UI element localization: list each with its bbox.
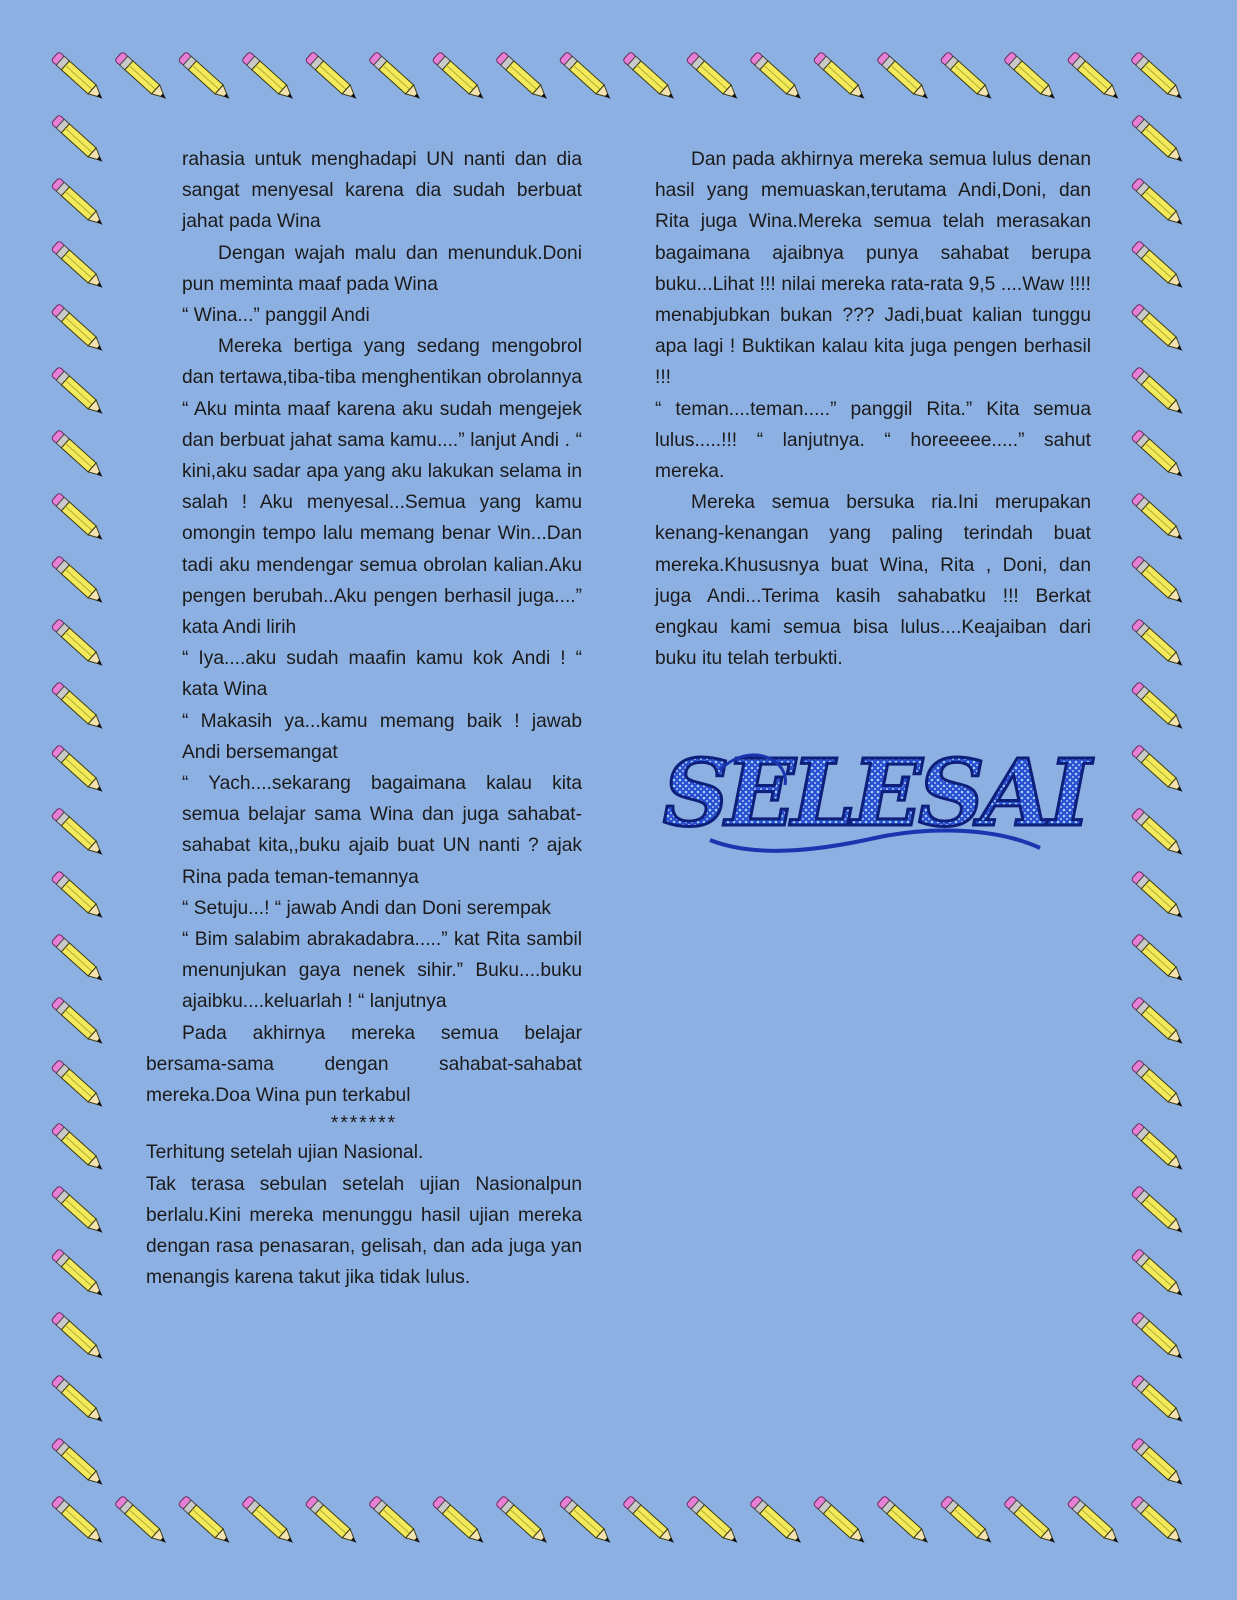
pencil-icon [51,1186,107,1238]
pencil-icon [51,1312,107,1364]
pencil-icon [1131,934,1187,986]
pencil-icon [51,304,107,356]
pencil-icon [1131,1249,1187,1301]
paragraph: “ Wina...” panggil Andi [182,305,370,327]
pencil-icon [876,52,932,104]
pencil-icon [51,52,107,104]
pencil-icon [51,1438,107,1490]
pencil-icon [178,1496,234,1548]
paragraph: Tak terasa sebulan setelah ujian Nasionalpun berlalu.Kini mereka menunggu hasil ujian mereka dengan rasa penasaran, gelisah, dan ada juga yan menangis karena takut jika tidak lulus. [146,1173,582,1289]
pencil-icon [51,1375,107,1427]
pencil-icon [1131,1123,1187,1175]
pencil-icon [622,52,678,104]
paragraph: Pada akhirnya mereka semua belajar bersama-sama dengan sahabat-sahabat mereka.Doa Wina pun terkabul [146,1022,582,1107]
pencil-icon [432,52,488,104]
pencil-icon [749,1496,805,1548]
pencil-icon [1131,241,1187,293]
selesai-word-art [662,730,1088,870]
pencil-icon [51,808,107,860]
pencil-icon [1067,1496,1123,1548]
pencil-icon [1130,1496,1186,1548]
pencil-icon [368,1496,424,1548]
pencil-icon [51,178,107,230]
pencil-icon [1131,115,1187,167]
paragraph: “ Makasih ya...kamu memang baik ! jawab Andi bersemangat [182,710,582,763]
paragraph: Dengan wajah malu dan menunduk.Doni pun meminta maaf pada Wina [182,242,582,295]
pencil-icon [241,52,297,104]
pencil-icon [51,934,107,986]
pencil-icon [51,430,107,482]
pencil-icon [1131,1312,1187,1364]
pencil-icon [1067,52,1123,104]
pencil-icon [1130,52,1186,104]
pencil-icon [940,1496,996,1548]
pencil-icon [686,1496,742,1548]
pencil-icon [114,52,170,104]
paragraph: rahasia untuk menghadapi UN nanti dan dia sangat menyesal karena dia sudah berbuat jahat pada Wina [182,149,582,233]
pencil-icon [1003,52,1059,104]
pencil-icon [1131,304,1187,356]
pencil-icon [749,52,805,104]
pencil-icon [51,619,107,671]
pencil-icon [559,1496,615,1548]
pencil-icon [813,1496,869,1548]
pencil-icon [876,1496,932,1548]
pencil-icon [813,52,869,104]
paragraph: Mereka bertiga yang sedang mengobrol dan tertawa,tiba-tiba menghentikan obrolannya [182,336,583,389]
pencil-icon [1131,808,1187,860]
pencil-icon [1131,745,1187,797]
pencil-icon [51,367,107,419]
paragraph: Terhitung setelah ujian Nasional. [146,1142,424,1164]
pencil-icon [686,52,742,104]
paragraph: “ Bim salabim abrakadabra.....” kat Rita sambil menunjukan gaya nenek sihir.” Buku....buku ajaibku....keluarlah ! “ lanjutnya [182,929,582,1013]
pencil-icon [1131,871,1187,923]
pencil-icon [1131,178,1187,230]
pencil-icon [368,52,424,104]
pencil-icon [51,1060,107,1112]
paragraph: “ Iya....aku sudah maafin kamu kok Andi ! “ kata Wina [182,648,582,701]
pencil-icon [432,1496,488,1548]
pencil-icon [51,493,107,545]
pencil-icon [1131,619,1187,671]
pencil-icon [51,1496,107,1548]
pencil-icon [1003,1496,1059,1548]
pencil-icon [1131,493,1187,545]
paragraph: “ Setuju...! “ jawab Andi dan Doni serempak [182,897,552,919]
pencil-icon [1131,1186,1187,1238]
pencil-icon [51,115,107,167]
pencil-icon [1131,1060,1187,1112]
pencil-icon [1131,1375,1187,1427]
pencil-icon [305,1496,361,1548]
section-separator: ******* [330,1113,398,1135]
pencil-icon [622,1496,678,1548]
pencil-icon [51,682,107,734]
pencil-icon [495,52,551,104]
left-column [146,144,582,1293]
paragraph: “ teman....teman.....” panggil Rita.” Kita semua lulus.....!!! “ lanjutnya. “ horeeeee.....” sahut mereka. [655,398,1091,483]
pencil-icon [114,1496,170,1548]
pencil-icon [559,52,615,104]
selesai-title: SELESAI [662,739,1088,847]
pencil-icon [51,997,107,1049]
pencil-icon [51,241,107,293]
pencil-icon [241,1496,297,1548]
paragraph: “ Yach....sekarang bagaimana kalau kita semua belajar sama Wina dan juga sahabat-sahabat kita,,buku ajaib buat UN nanti ? ajak Rina pada teman-temannya [182,773,582,888]
pencil-icon [51,556,107,608]
pencil-icon [305,52,361,104]
paragraph: Mereka semua bersuka ria.Ini merupakan kenang-kenangan yang paling terindah buat mereka.Khususnya buat Wina, Rita , Doni, dan juga Andi...Terima kasih sahabatku !!! Berkat engkau kami semua bisa lulus....Keajaiban dari buku itu telah terbukti. [655,492,1091,670]
pencil-icon [495,1496,551,1548]
paragraph: “ Aku minta maaf karena aku sudah mengejek dan berbuat jahat sama kamu....” lanjut Andi . “ kini,aku sadar apa yang aku lakukan selama in salah ! Aku menyesal...Semua yang kamu omongin tempo lalu memang benar Win...Dan tadi aku mendengar semua obrolan kalian.Aku pengen berubah..Aku pengen berhasil juga....” kata Andi lirih [182,398,582,639]
right-column [655,144,1091,674]
pencil-icon [940,52,996,104]
paragraph: Dan pada akhirnya mereka semua lulus denan hasil yang memuaskan,terutama Andi,Doni, dan Rita juga Wina.Mereka semua telah merasakan bagaimana ajaibnya punya sahabat berupa buku...Lihat !!! nilai mereka rata-rata 9,5 ....Waw !!!! menabjubkan bukan ??? Jadi,buat kalian tunggu apa lagi ! Buktikan kalau kita juga pengen berhasil !!! [655,149,1091,389]
pencil-icon [51,745,107,797]
pencil-icon [1131,682,1187,734]
pencil-icon [1131,367,1187,419]
pencil-icon [1131,556,1187,608]
pencil-icon [1131,997,1187,1049]
pencil-icon [51,871,107,923]
pencil-icon [51,1123,107,1175]
pencil-icon [51,1249,107,1301]
pencil-icon [178,52,234,104]
pencil-icon [1131,1438,1187,1490]
pencil-icon [1131,430,1187,482]
